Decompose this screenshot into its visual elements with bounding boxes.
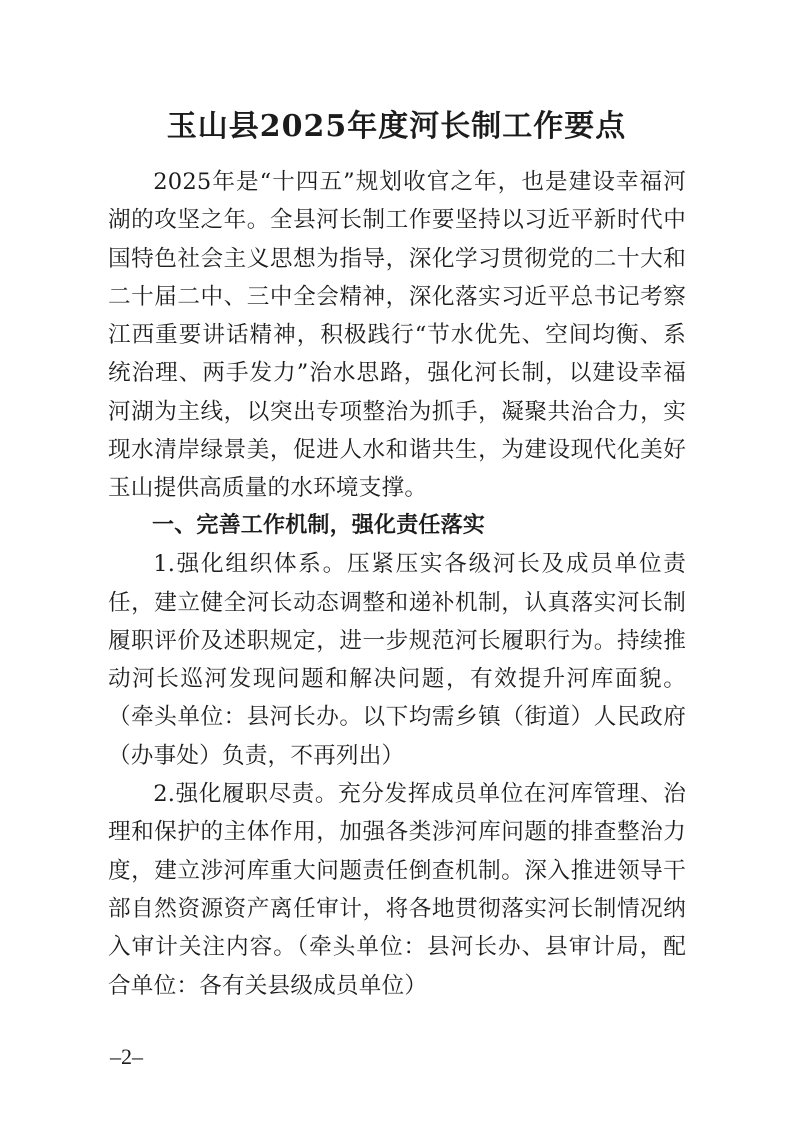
document-title: 玉山县2025年度河长制工作要点 [166,109,627,144]
section-heading: 一、完善工作机制，强化责任落实 [152,513,486,538]
item-2-paragraph: 2.强化履职尽责。充分发挥成员单位在河库管理、治理和保护的主体作用，加强各类涉河库问题的排查整治力度，建立涉河库重大问题责任倒查机制。深入推进领导干部自然资源资产离任审计，将各地贯彻落实河长制情况纳入审计关注内容。（牵头单位：县河长办、县审计局，配合单位：各有关县级成员单位） [108,781,686,999]
intro-paragraph: 2025年是“十四五”规划收官之年，也是建设幸福河湖的攻坚之年。全县河长制工作要坚持以习近平新时代中国特色社会主义思想为指导，深化学习贯彻党的二十大和二十届二中、三中全会精神，深化落实习近平总书记考察江西重要讲话精神，积极践行“节水优先、空间均衡、系统治理、两手发力”治水思路，强化河长制，以建设幸福河湖为主线，以突出专项整治为抓手，凝聚共治合力，实现水清岸绿景美，促进人水和谐共生，为建设现代化美好玉山提供高质量的水环境支撑。 [108,169,686,502]
section-1-block [108,507,686,1005]
item-1-paragraph: 1.强化组织体系。压紧压实各级河长及成员单位责任，建立健全河长动态调整和递补机制，认真落实河长制履职评价及述职规定，进一步规范河长履职行为。持续推动河长巡河发现问题和解决问题，有效提升河库面貌。（牵头单位：县河长办。以下均需乡镇（街道）人民政府（办事处）负责，不再列出） [108,551,686,769]
page-number: –2– [110,1044,143,1069]
body-intro-block [108,163,686,508]
